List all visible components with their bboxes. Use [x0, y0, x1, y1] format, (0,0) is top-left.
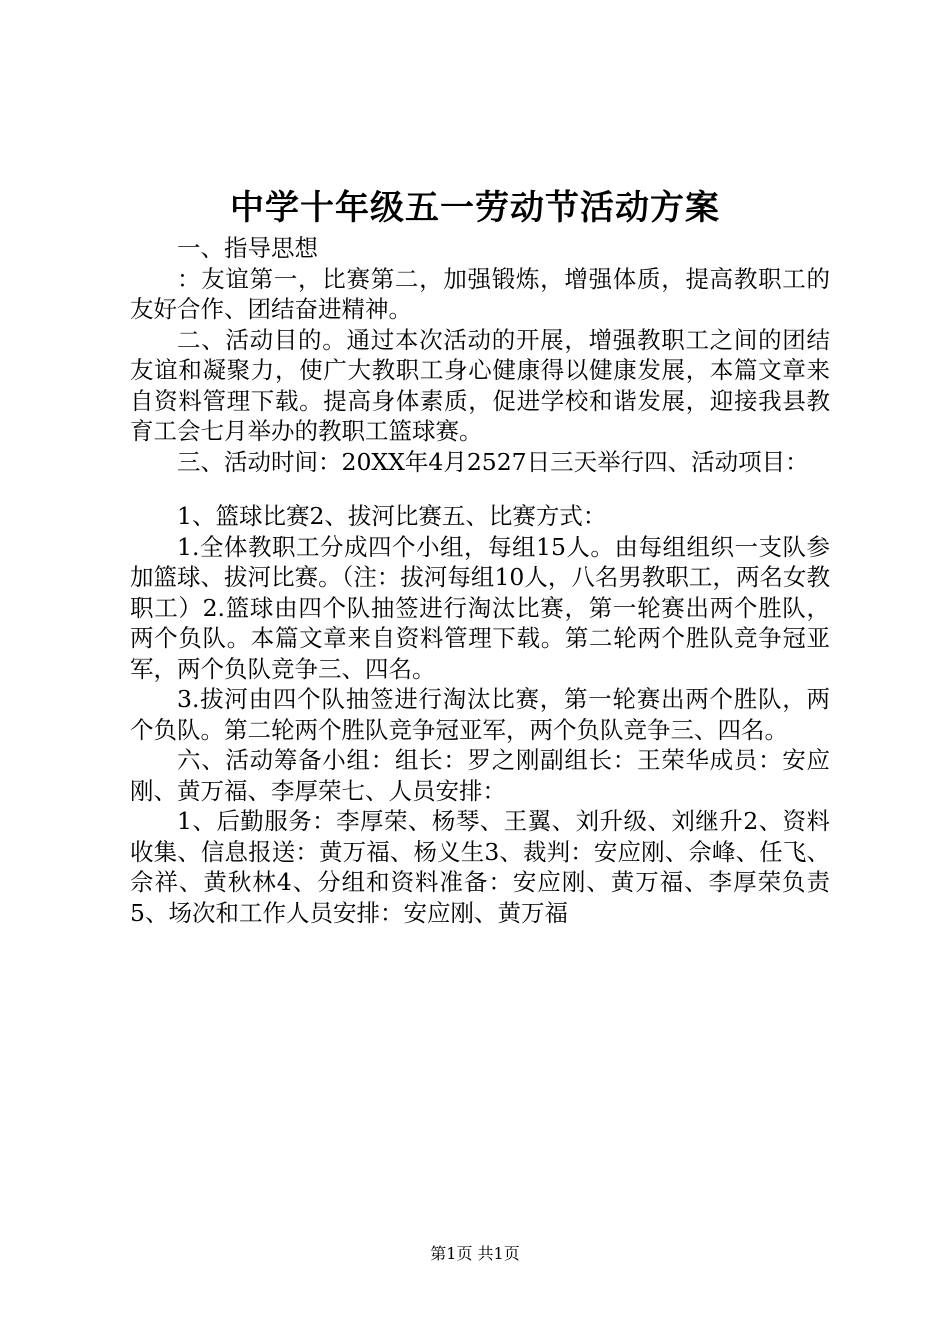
guiding-thought-paragraph: ：友谊第一，比赛第二，加强锻炼，增强体质，提高教职工的友好合作、团结奋进精神。: [130, 264, 830, 323]
document-title: 中学十年级五一劳动节活动方案: [230, 188, 720, 228]
tug-of-war-paragraph: 3.拔河由四个队抽签进行淘汰比赛，第一轮赛出两个胜队，两个负队。第二轮两个胜队竞争冠亚军，两个负队竞争三、四名。: [130, 685, 830, 744]
activity-items-paragraph: 1、篮球比赛2、拔河比赛五、比赛方式：: [177, 502, 607, 530]
document-body: [130, 233, 830, 928]
preparation-group-paragraph: 六、活动筹备小组：组长：罗之刚副组长：王荣华成员：安应刚、黄万福、李厚荣七、人员安排：: [130, 746, 830, 805]
page-number-footer: 第1页 共1页: [430, 1244, 520, 1263]
activity-time-paragraph: 三、活动时间：20XX年4月2527日三天举行四、活动项目：: [177, 447, 809, 476]
staff-arrangement-paragraph: 1、后勤服务：李厚荣、杨琴、王翼、刘升级、刘继升2、资料收集、信息报送：黄万福、杨义生3、裁判：安应刚、佘峰、任飞、佘祥、黄秋林4、分组和资料准备：安应刚、黄万福、李厚荣负责5、场次和工作人员安排：安应刚、黄万福: [130, 807, 830, 927]
activity-purpose-paragraph: 二、活动目的。通过本次活动的开展，增强教职工之间的团结友谊和凝聚力，使广大教职工身心健康得以健康发展，本篇文章来自资料管理下载。提高身体素质，促进学校和谐发展，迎接我县教育工会七月举办的教职工篮球赛。: [130, 325, 830, 445]
competition-format-paragraph: 1.全体教职工分成四个小组，每组15人。由每组组织一支队参加篮球、拔河比赛。（注：拔河每组10人，八名男教职工，两名女教职工）2.篮球由四个队抽签进行淘汰比赛，第一轮赛出两个胜队，两个负队。本篇文章来自资料管理下载。第二轮两个胜队竞争冠亚军，两个负队竞争三、四名。: [130, 532, 830, 683]
section-guiding-thought-heading: 一、指导思想: [177, 234, 318, 262]
